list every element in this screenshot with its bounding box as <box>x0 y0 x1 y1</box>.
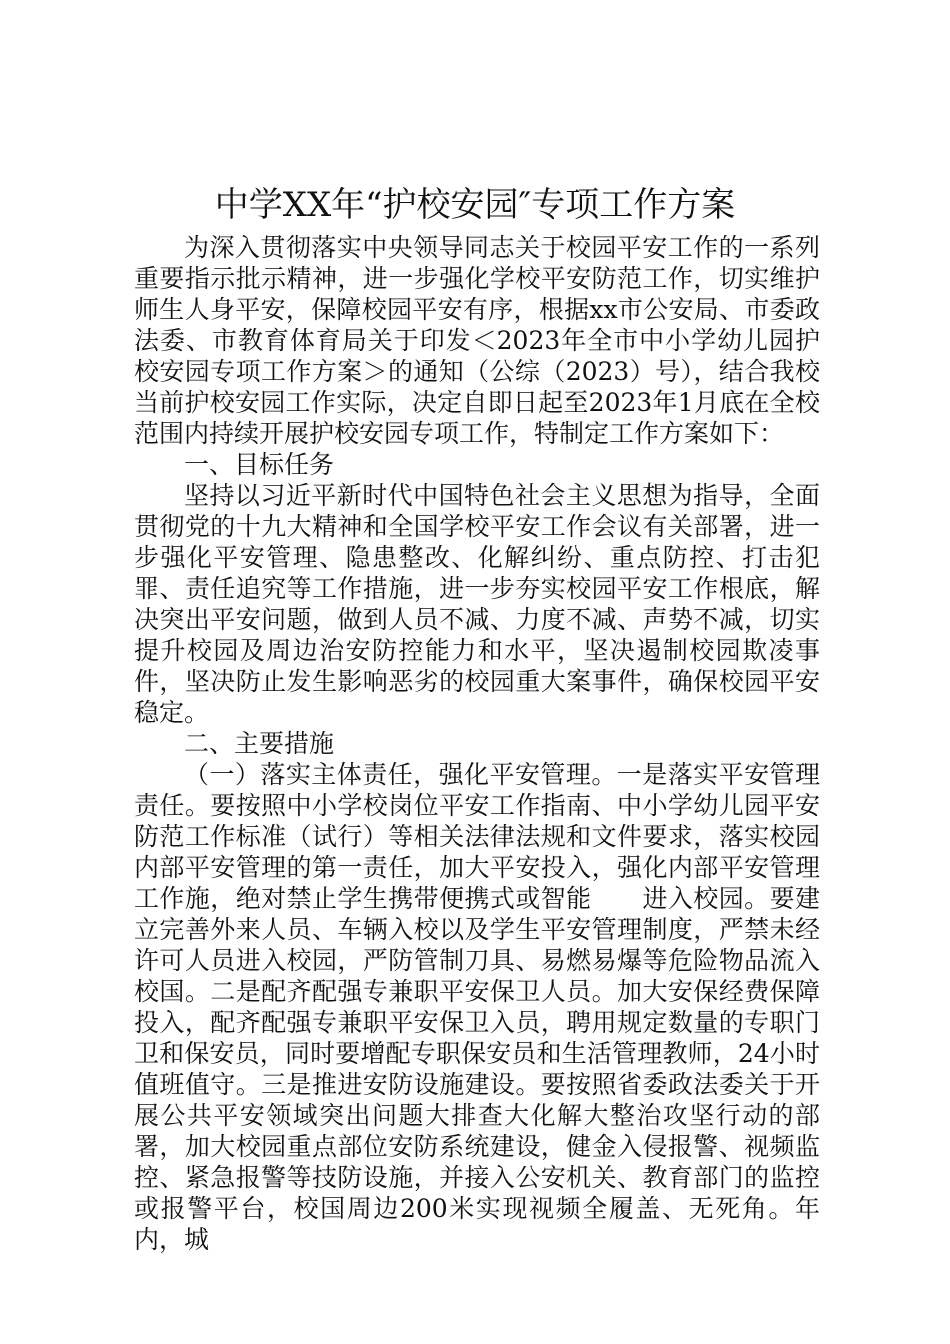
section-heading-measures: 二、主要措施 <box>184 729 335 758</box>
document-title: 中学XX年“护校安园″专项工作方案 <box>214 185 736 225</box>
goals-paragraph: 坚持以习近平新时代中国特色社会主义思想为指导，全面贯彻党的十九大精神和全国学校平安工作会议有关部署，进一步强化平安管理、隐患整改、化解纠纷、重点防控、打击犯罪、责任追究等工作措施，进一步夯实校园平安工作根底，解决突出平安问题，做到人员不减、力度不减、声势不减，切实提升校园及周边治安防控能力和水平，坚决遏制校园欺凌事件，坚决防止发生影响恶劣的校园重大案事件，确保校园平安稳定。 <box>134 481 820 727</box>
section-heading-goals: 一、目标任务 <box>184 450 335 479</box>
intro-paragraph: 为深入贯彻落实中央领导同志关于校园平安工作的一系列重要指示批示精神，进一步强化学校平安防范工作，切实维护师生人身平安，保障校园平安有序，根据xx市公安局、市委政法委、市教育体育局关于印发＜2023年全市中小学幼儿园护校安园专项工作方案＞的通知（公综（2023）号），结合我校当前护校安园工作实际，决定自即日起至2023年1月底在全校范围内持续开展护校安园专项工作，特制定工作方案如下： <box>134 233 820 448</box>
document-body <box>134 232 820 1255</box>
measures-paragraph: （一）落实主体责任，强化平安管理。一是落实平安管理责任。要按照中小学校岗位平安工作指南、中小学幼儿园平安防范工作标准（试行）等相关法律法规和文件要求，落实校园内部平安管理的第一责任，加大平安投入，强化内部平安管理工作施，绝对禁止学生携带便携式或智能 进入校园。要建立完善外来人员、车辆入校以及学生平安管理制度，严禁未经许可人员进入校园，严防管制刀具、易燃易爆等危险物品流入校国。二是配齐配强专兼职平安保卫人员。加大安保经费保障投入，配齐配强专兼职平安保卫入员，聘用规定数量的专职门卫和保安员，同时要增配专职保安员和生活管理教师，24小时值班值守。三是推进安防设施建设。要按照省委政法委关于开展公共平安领域突出问题大排查大化解大整治攻坚行动的部署，加大校园重点部位安防系统建设，健金入侵报警、视频监控、紧急报警等技防设施，并接入公安机关、教育部门的监控或报警平台，校国周边200米实现视频全履盖、无死角。年内，城 <box>134 760 820 1254</box>
